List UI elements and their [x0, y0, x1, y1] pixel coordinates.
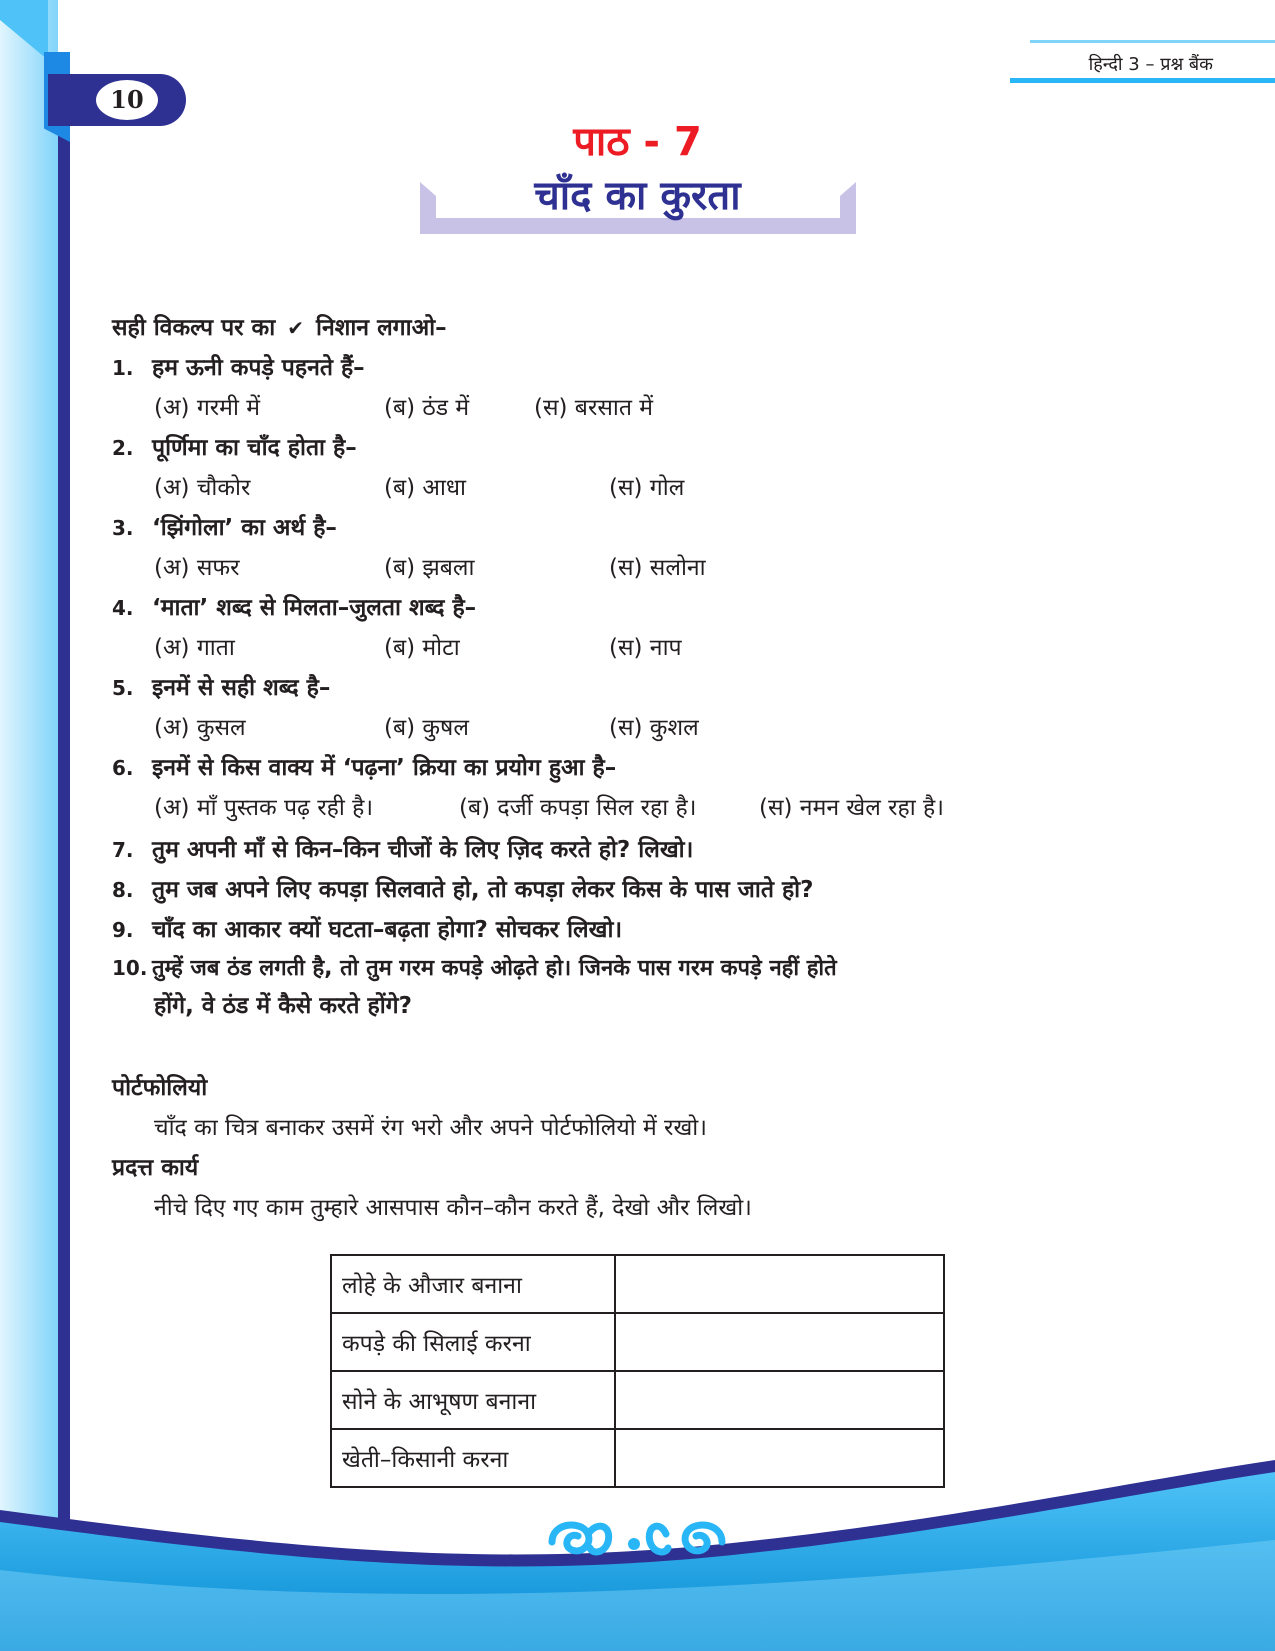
- option-c[interactable]: (स) नमन खेल रहा है।: [759, 795, 944, 821]
- lesson-title: चाँद का कुरता: [534, 173, 741, 219]
- mcq-question-4: [112, 590, 476, 622]
- option-a[interactable]: (अ) गाता: [154, 635, 235, 661]
- option-c[interactable]: (स) बरसात में: [534, 395, 654, 421]
- question-9: [112, 912, 622, 944]
- option-b[interactable]: (ब) झबला: [384, 555, 475, 581]
- option-b[interactable]: (ब) कुषल: [384, 715, 469, 741]
- lesson-number: पाठ - 7: [573, 119, 702, 165]
- option-b[interactable]: (ब) आधा: [384, 475, 466, 501]
- header-accent-line: [1010, 78, 1275, 83]
- table-cell-task: खेती–किसानी करना: [331, 1429, 615, 1487]
- question-8: [112, 872, 813, 904]
- question-number: 9.: [112, 918, 134, 942]
- header-accent-line-top: [1030, 40, 1275, 43]
- mcq-options-2: [154, 470, 1054, 502]
- answer-cell[interactable]: [615, 1371, 944, 1429]
- question-text: इनमें से सही शब्द है–: [152, 675, 331, 701]
- question-number: 3.: [112, 516, 134, 540]
- option-a[interactable]: (अ) माँ पुस्तक पढ़ रही है।: [154, 795, 374, 821]
- assignment-heading: प्रदत्त कार्य: [112, 1155, 199, 1181]
- question-10-continued: होंगे, वे ठंड में कैसे करते होंगे?: [154, 993, 412, 1019]
- page-number: 10: [96, 80, 158, 120]
- answer-cell[interactable]: [615, 1255, 944, 1313]
- table-cell-task: सोने के आभूषण बनाना: [331, 1371, 615, 1429]
- left-decorative-band: [0, 0, 70, 1651]
- instruction-text-before: सही विकल्प पर का: [112, 315, 276, 341]
- question-text-line-1: तुम्हें जब ठंड लगती है, तो तुम गरम कपड़े ओढ़ते हो। जिनके पास गरम कपड़े नहीं होते: [152, 956, 837, 981]
- question-text: हम ऊनी कपड़े पहनते हैं–: [152, 355, 365, 381]
- mcq-question-2: [112, 430, 357, 462]
- portfolio-text: चाँद का चित्र बनाकर उसमें रंग भरो और अपने पोर्टफोलियो में रखो।: [154, 1115, 707, 1141]
- question-number: 5.: [112, 676, 134, 700]
- question-text: ‘माता’ शब्द से मिलता–जुलता शब्द है–: [152, 595, 477, 621]
- assignment-text: नीचे दिए गए काम तुम्हारे आसपास कौन–कौन करते हैं, देखो और लिखो।: [154, 1195, 752, 1221]
- option-c[interactable]: (स) गोल: [609, 475, 685, 501]
- option-b[interactable]: (ब) दर्जी कपड़ा सिल रहा है।: [459, 795, 697, 821]
- assignment-table: [330, 1254, 945, 1488]
- mcq-question-5: [112, 670, 330, 702]
- check-mark-icon: ✔: [287, 316, 304, 340]
- option-a[interactable]: (अ) कुसल: [154, 715, 246, 741]
- table-row: [331, 1371, 944, 1429]
- book-title-header: हिन्दी 3 – प्रश्न बैंक: [1088, 54, 1213, 75]
- question-number: 4.: [112, 596, 134, 620]
- option-c[interactable]: (स) कुशल: [609, 715, 699, 741]
- question-text: ‘झिंगोला’ का अर्थ है–: [152, 515, 337, 541]
- option-c[interactable]: (स) सलोना: [609, 555, 706, 581]
- option-b[interactable]: (ब) ठंड में: [384, 395, 470, 421]
- question-7: [112, 832, 693, 864]
- answer-cell[interactable]: [615, 1313, 944, 1371]
- mcq-options-3: [154, 550, 1054, 582]
- question-number: 1.: [112, 356, 134, 380]
- mcq-question-1: [112, 350, 365, 382]
- footer-ornament-icon: [542, 1512, 732, 1562]
- question-number: 2.: [112, 436, 134, 460]
- table-row: [331, 1255, 944, 1313]
- question-number: 7.: [112, 838, 134, 862]
- portfolio-heading: पोर्टफोलियो: [112, 1075, 208, 1101]
- question-text: पूर्णिमा का चाँद होता है–: [152, 435, 357, 461]
- mcq-instruction: [112, 310, 447, 342]
- option-b[interactable]: (ब) मोटा: [384, 635, 460, 661]
- question-text: इनमें से किस वाक्य में ‘पढ़ना’ क्रिया का प्रयोग हुआ है–: [152, 755, 617, 781]
- option-a[interactable]: (अ) सफर: [154, 555, 240, 581]
- mcq-options-5: [154, 710, 1054, 742]
- question-number: 8.: [112, 878, 134, 902]
- instruction-text-after: निशान लगाओ–: [315, 315, 447, 341]
- mcq-options-6: [154, 790, 1054, 822]
- option-a[interactable]: (अ) गरमी में: [154, 395, 260, 421]
- table-cell-task: लोहे के औजार बनाना: [331, 1255, 615, 1313]
- option-a[interactable]: (अ) चौकोर: [154, 475, 251, 501]
- mcq-options-1: [154, 390, 1054, 422]
- question-text: तुम जब अपने लिए कपड़ा सिलवाते हो, तो कपड़ा लेकर किस के पास जाते हो?: [152, 877, 814, 903]
- mcq-question-6: [112, 750, 616, 782]
- table-row: [331, 1313, 944, 1371]
- table-cell-task: कपड़े की सिलाई करना: [331, 1313, 615, 1371]
- question-text: चाँद का आकार क्यों घटता–बढ़ता होगा? सोचकर लिखो।: [152, 917, 623, 943]
- question-number: 10.: [112, 956, 148, 980]
- mcq-question-3: [112, 510, 337, 542]
- question-text: तुम अपनी माँ से किन–किन चीजों के लिए ज़िद करते हो? लिखो।: [152, 837, 694, 863]
- question-10: [112, 952, 837, 982]
- option-c[interactable]: (स) नाप: [609, 635, 682, 661]
- question-number: 6.: [112, 756, 134, 780]
- mcq-options-4: [154, 630, 1054, 662]
